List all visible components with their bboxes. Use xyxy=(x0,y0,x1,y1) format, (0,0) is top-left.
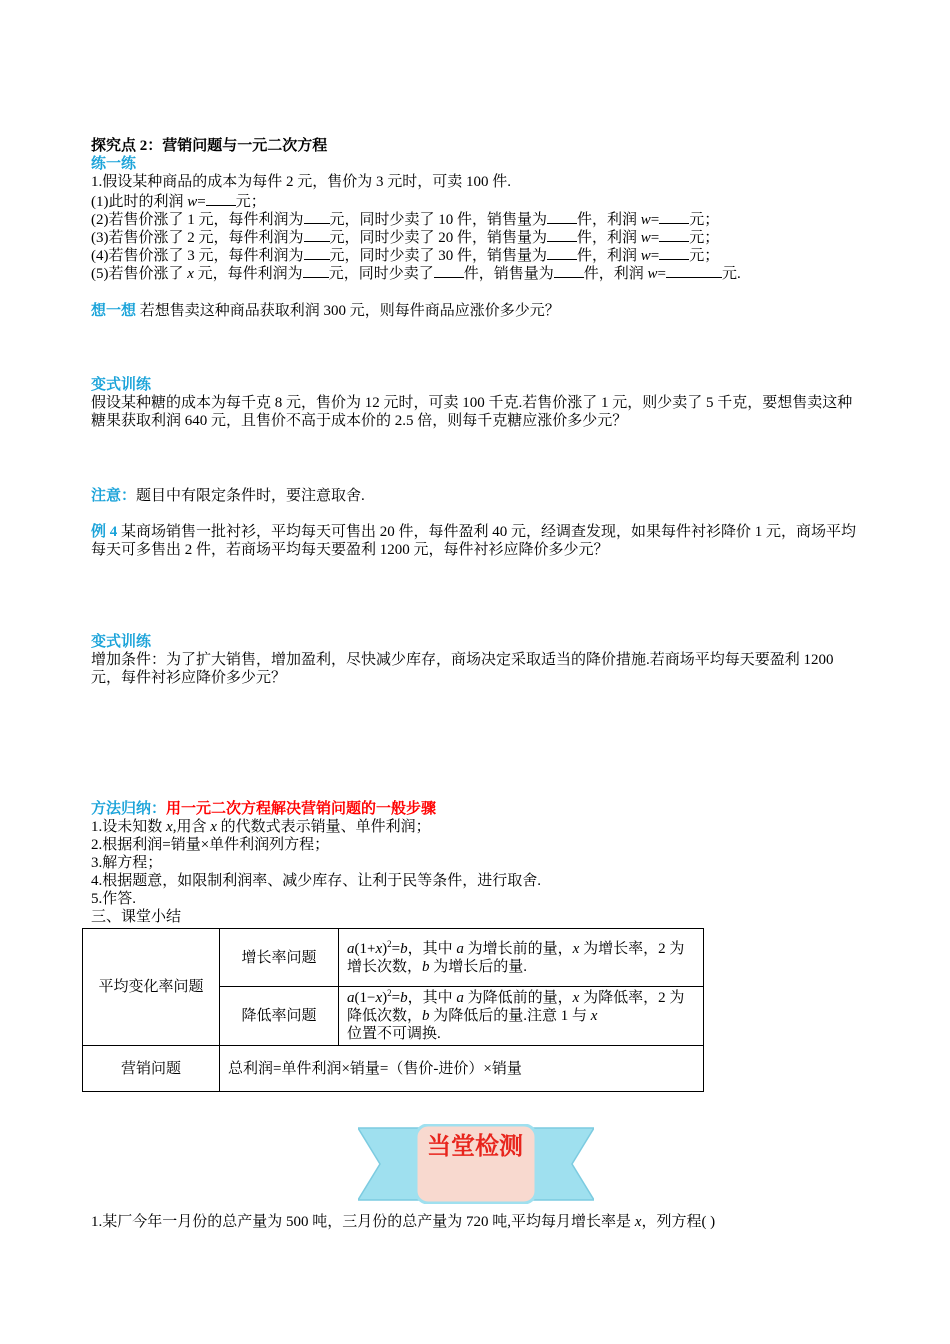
test-question-1: 1.某厂今年一月份的总产量为 500 吨，三月份的总产量为 720 吨,平均每月增长率是 x，列方程( ) xyxy=(91,1214,716,1230)
practice-question-4: (4)若售价涨了 3 元，每件利润为 元，同时少卖了 30 件，销售量为 件，利润 w= 元； xyxy=(91,245,719,265)
practice-label: 练一练 xyxy=(91,156,137,172)
decline-rate-label: 降低率问题 xyxy=(220,987,339,1046)
answer-blank[interactable] xyxy=(304,245,330,260)
answer-blank[interactable] xyxy=(304,209,330,224)
practice-intro: 1.假设某种商品的成本为每件 2 元，售价为 3 元时，可卖 100 件. xyxy=(91,174,512,190)
method-step-2: 2.根据利润=销量×单件利润列方程； xyxy=(91,837,330,853)
row-average-change: 平均变化率问题 xyxy=(83,929,220,1046)
variant1-label: 变式训练 xyxy=(91,377,152,393)
answer-blank[interactable] xyxy=(666,263,722,278)
practice-question-2: (2)若售价涨了 1 元，每件利润为 元，同时少卖了 10 件，销售量为 件，利润 w= 元； xyxy=(91,209,719,229)
answer-blank[interactable] xyxy=(434,263,464,278)
answer-blank[interactable] xyxy=(659,209,689,224)
answer-blank[interactable] xyxy=(547,245,577,260)
summary-table xyxy=(82,928,704,1092)
variant1-text: 假设某种糖的成本为每千克 8 元，售价为 12 元时，可卖 100 千克.若售价涨了 1 元，则少卖了 5 千克，要想售卖这种糖果获取利润 640 元，且售价不高于成本价的 2.5 倍，则每千克糖应涨价多少元？ xyxy=(91,395,853,429)
decline-rate-description: $a(1-x)^2=b$，其中 a 为降低前的量，x 为降低率，2 为降低次数，b 为降低后的量.注意 1 与 x 位置不可调换. xyxy=(339,987,704,1046)
method-heading xyxy=(91,800,436,818)
answer-blank[interactable] xyxy=(206,191,236,206)
example-4: 例 4 某商场销售一批衬衫，平均每天可售出 20 件，每件盈利 40 元，经调查发现，如果每件衬衫降价 1 元，商场平均每天可多售出 2 件，若商场平均每天要盈利 1200 元，每件衬衫应降价多少元？ xyxy=(91,524,857,558)
practice-question-1: (1)此时的利润 w= 元； xyxy=(91,191,266,211)
note: 注意：题目中有限定条件时，要注意取舍. xyxy=(91,488,365,504)
method-title: 用一元二次方程解决营销问题的一般步骤 xyxy=(166,801,437,817)
practice-question-3: (3)若售价涨了 2 元，每件利润为 元，同时少卖了 20 件，销售量为 件，利润 w= 元； xyxy=(91,227,719,247)
think-question: 想一想 若想售卖这种商品获取利润 300 元，则每件商品应涨价多少元？ xyxy=(91,303,560,319)
answer-blank[interactable] xyxy=(659,227,689,242)
note-label: 注意： xyxy=(91,488,137,504)
sales-formula: 总利润=单件利润×销量=（售价-进价）×销量 xyxy=(220,1046,704,1092)
variant2-text: 增加条件：为了扩大销售，增加盈利，尽快减少库存，商场决定采取适当的降价措施.若商场平均每天要盈利 1200 元，每件衬衫应降价多少元？ xyxy=(91,652,834,686)
variant2-label: 变式训练 xyxy=(91,634,152,650)
banner-title: 当堂检测 xyxy=(427,1132,523,1160)
row-sales-problem: 营销问题 xyxy=(83,1046,220,1092)
example-4-label: 例 4 xyxy=(91,524,118,540)
summary-heading: 三、课堂小结 xyxy=(91,909,182,925)
method-step-4: 4.根据题意，如限制利润率、减少库存、让利于民等条件，进行取舍. xyxy=(91,873,542,889)
method-step-1: 1.设未知数 x,用含 x 的代数式表示销量、单件利润； xyxy=(91,819,431,835)
answer-blank[interactable] xyxy=(304,227,330,242)
answer-blank[interactable] xyxy=(547,209,577,224)
method-step-5: 5.作答. xyxy=(91,891,137,907)
answer-blank[interactable] xyxy=(303,263,329,278)
think-label: 想一想 xyxy=(91,303,137,319)
growth-rate-description: $a(1+x)^2=b$，其中 a 为增长前的量，x 为增长率，2 为增长次数，b 为增长后的量. xyxy=(339,929,704,987)
method-label: 方法归纳： xyxy=(91,801,167,817)
growth-rate-label: 增长率问题 xyxy=(220,929,339,987)
answer-blank[interactable] xyxy=(547,227,577,242)
practice-question-5: (5)若售价涨了 x 元，每件利润为 元，同时少卖了 件，销售量为 件，利润 w= 元. xyxy=(91,263,741,283)
method-step-3: 3.解方程； xyxy=(91,855,163,871)
answer-blank[interactable] xyxy=(659,245,689,260)
section-heading: 探究点 2：营销问题与一元二次方程 xyxy=(91,138,328,154)
answer-blank[interactable] xyxy=(554,263,584,278)
